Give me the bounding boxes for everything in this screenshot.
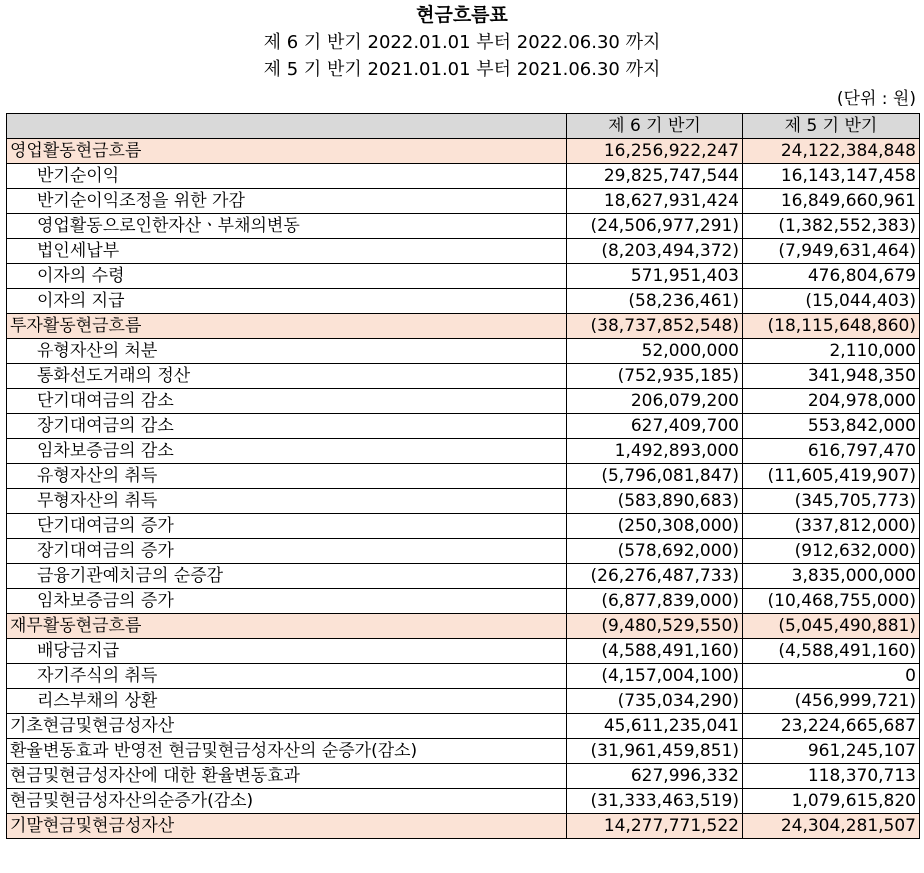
- row-label: 금융기관예치금의 순증감: [7, 564, 567, 589]
- row-label: 현금및현금성자산의순증가(감소): [7, 789, 567, 814]
- row-current-value: (26,276,487,733): [567, 564, 743, 589]
- row-current-value: (38,737,852,548): [567, 314, 743, 339]
- row-current-value: 627,996,332: [567, 764, 743, 789]
- period-prior: 제 5 기 반기 2021.01.01 부터 2021.06.30 까지: [263, 59, 661, 80]
- row-current-value: 571,951,403: [567, 264, 743, 289]
- row-current-value: (578,692,000): [567, 539, 743, 564]
- row-label: 현금및현금성자산에 대한 환율변동효과: [7, 764, 567, 789]
- table-row: [7, 464, 920, 489]
- table-row: [7, 389, 920, 414]
- table-row: [7, 639, 920, 664]
- table-row: [7, 689, 920, 714]
- row-label: 법인세납부: [7, 239, 567, 264]
- row-label: 이자의 지급: [7, 289, 567, 314]
- row-prior-value: 1,079,615,820: [743, 789, 920, 814]
- row-current-value: (250,308,000): [567, 514, 743, 539]
- row-label: 재무활동현금흐름: [7, 614, 567, 639]
- row-prior-value: 341,948,350: [743, 364, 920, 389]
- row-prior-value: (1,382,552,383): [743, 214, 920, 239]
- row-label: 반기순이익: [7, 164, 567, 189]
- table-row: [7, 189, 920, 214]
- row-label: 무형자산의 취득: [7, 489, 567, 514]
- row-label: 유형자산의 취득: [7, 464, 567, 489]
- row-current-value: 29,825,747,544: [567, 164, 743, 189]
- row-prior-value: (11,605,419,907): [743, 464, 920, 489]
- row-current-value: (752,935,185): [567, 364, 743, 389]
- table-row: [7, 789, 920, 814]
- row-prior-value: 16,849,660,961: [743, 189, 920, 214]
- row-prior-value: 476,804,679: [743, 264, 920, 289]
- table-row: [7, 339, 920, 364]
- table-row: [7, 739, 920, 764]
- table-row: [7, 489, 920, 514]
- row-label: 배당금지급: [7, 639, 567, 664]
- row-current-value: (24,506,977,291): [567, 214, 743, 239]
- table-row: [7, 564, 920, 589]
- table-row: [7, 714, 920, 739]
- row-prior-value: 24,304,281,507: [743, 814, 920, 839]
- table-row: [7, 814, 920, 839]
- cash-flow-table: [6, 113, 920, 839]
- row-current-value: (735,034,290): [567, 689, 743, 714]
- row-current-value: (8,203,494,372): [567, 239, 743, 264]
- row-label: 임차보증금의 감소: [7, 439, 567, 464]
- table-row: [7, 139, 920, 164]
- row-current-value: (4,157,004,100): [567, 664, 743, 689]
- row-prior-value: (4,588,491,160): [743, 639, 920, 664]
- row-current-value: (4,588,491,160): [567, 639, 743, 664]
- row-prior-value: (912,632,000): [743, 539, 920, 564]
- table-row: [7, 214, 920, 239]
- table-row: [7, 514, 920, 539]
- table-row: [7, 289, 920, 314]
- row-current-value: (9,480,529,550): [567, 614, 743, 639]
- row-label: 리스부채의 상환: [7, 689, 567, 714]
- row-label: 장기대여금의 증가: [7, 539, 567, 564]
- table-row: [7, 264, 920, 289]
- table-row: [7, 414, 920, 439]
- table-row: [7, 439, 920, 464]
- row-prior-value: 118,370,713: [743, 764, 920, 789]
- row-current-value: 627,409,700: [567, 414, 743, 439]
- period-current: 제 6 기 반기 2022.01.01 부터 2022.06.30 까지: [263, 32, 661, 53]
- column-header-current: 제 6 기 반기: [567, 114, 743, 139]
- row-label: 영업활동현금흐름: [7, 139, 567, 164]
- row-current-value: 16,256,922,247: [567, 139, 743, 164]
- row-prior-value: 23,224,665,687: [743, 714, 920, 739]
- column-header-item: [7, 114, 567, 139]
- row-prior-value: 553,842,000: [743, 414, 920, 439]
- row-prior-value: (15,044,403): [743, 289, 920, 314]
- row-current-value: (31,961,459,851): [567, 739, 743, 764]
- row-current-value: (58,236,461): [567, 289, 743, 314]
- column-header-prior: 제 5 기 반기: [743, 114, 920, 139]
- row-prior-value: (456,999,721): [743, 689, 920, 714]
- row-label: 투자활동현금흐름: [7, 314, 567, 339]
- table-row: [7, 314, 920, 339]
- statement-title: 현금흐름표: [416, 4, 508, 26]
- row-label: 단기대여금의 증가: [7, 514, 567, 539]
- row-current-value: 1,492,893,000: [567, 439, 743, 464]
- row-prior-value: 616,797,470: [743, 439, 920, 464]
- row-label: 영업활동으로인한자산ㆍ부채의변동: [7, 214, 567, 239]
- row-current-value: 18,627,931,424: [567, 189, 743, 214]
- row-prior-value: (7,949,631,464): [743, 239, 920, 264]
- row-prior-value: (345,705,773): [743, 489, 920, 514]
- table-row: [7, 664, 920, 689]
- row-prior-value: 204,978,000: [743, 389, 920, 414]
- table-row: [7, 164, 920, 189]
- row-label: 기말현금및현금성자산: [7, 814, 567, 839]
- row-prior-value: 3,835,000,000: [743, 564, 920, 589]
- table-row: [7, 239, 920, 264]
- row-prior-value: 16,143,147,458: [743, 164, 920, 189]
- row-prior-value: 0: [743, 664, 920, 689]
- row-current-value: (31,333,463,519): [567, 789, 743, 814]
- row-label: 통화선도거래의 정산: [7, 364, 567, 389]
- row-prior-value: (337,812,000): [743, 514, 920, 539]
- row-current-value: 206,079,200: [567, 389, 743, 414]
- row-label: 이자의 수령: [7, 264, 567, 289]
- table-row: [7, 364, 920, 389]
- row-label: 자기주식의 취득: [7, 664, 567, 689]
- row-current-value: 14,277,771,522: [567, 814, 743, 839]
- table-row: [7, 614, 920, 639]
- row-prior-value: 2,110,000: [743, 339, 920, 364]
- row-label: 기초현금및현금성자산: [7, 714, 567, 739]
- table-row: [7, 589, 920, 614]
- unit-label: (단위 : 원): [836, 89, 916, 109]
- row-label: 임차보증금의 증가: [7, 589, 567, 614]
- row-prior-value: 961,245,107: [743, 739, 920, 764]
- row-prior-value: (5,045,490,881): [743, 614, 920, 639]
- table-row: [7, 764, 920, 789]
- row-current-value: (583,890,683): [567, 489, 743, 514]
- row-prior-value: 24,122,384,848: [743, 139, 920, 164]
- table-row: [7, 539, 920, 564]
- row-current-value: 45,611,235,041: [567, 714, 743, 739]
- row-label: 단기대여금의 감소: [7, 389, 567, 414]
- row-current-value: (5,796,081,847): [567, 464, 743, 489]
- row-current-value: 52,000,000: [567, 339, 743, 364]
- row-prior-value: (10,468,755,000): [743, 589, 920, 614]
- row-label: 유형자산의 처분: [7, 339, 567, 364]
- row-label: 환율변동효과 반영전 현금및현금성자산의 순증가(감소): [7, 739, 567, 764]
- row-label: 반기순이익조정을 위한 가감: [7, 189, 567, 214]
- row-current-value: (6,877,839,000): [567, 589, 743, 614]
- row-prior-value: (18,115,648,860): [743, 314, 920, 339]
- table-header-row: [7, 114, 920, 139]
- row-label: 장기대여금의 감소: [7, 414, 567, 439]
